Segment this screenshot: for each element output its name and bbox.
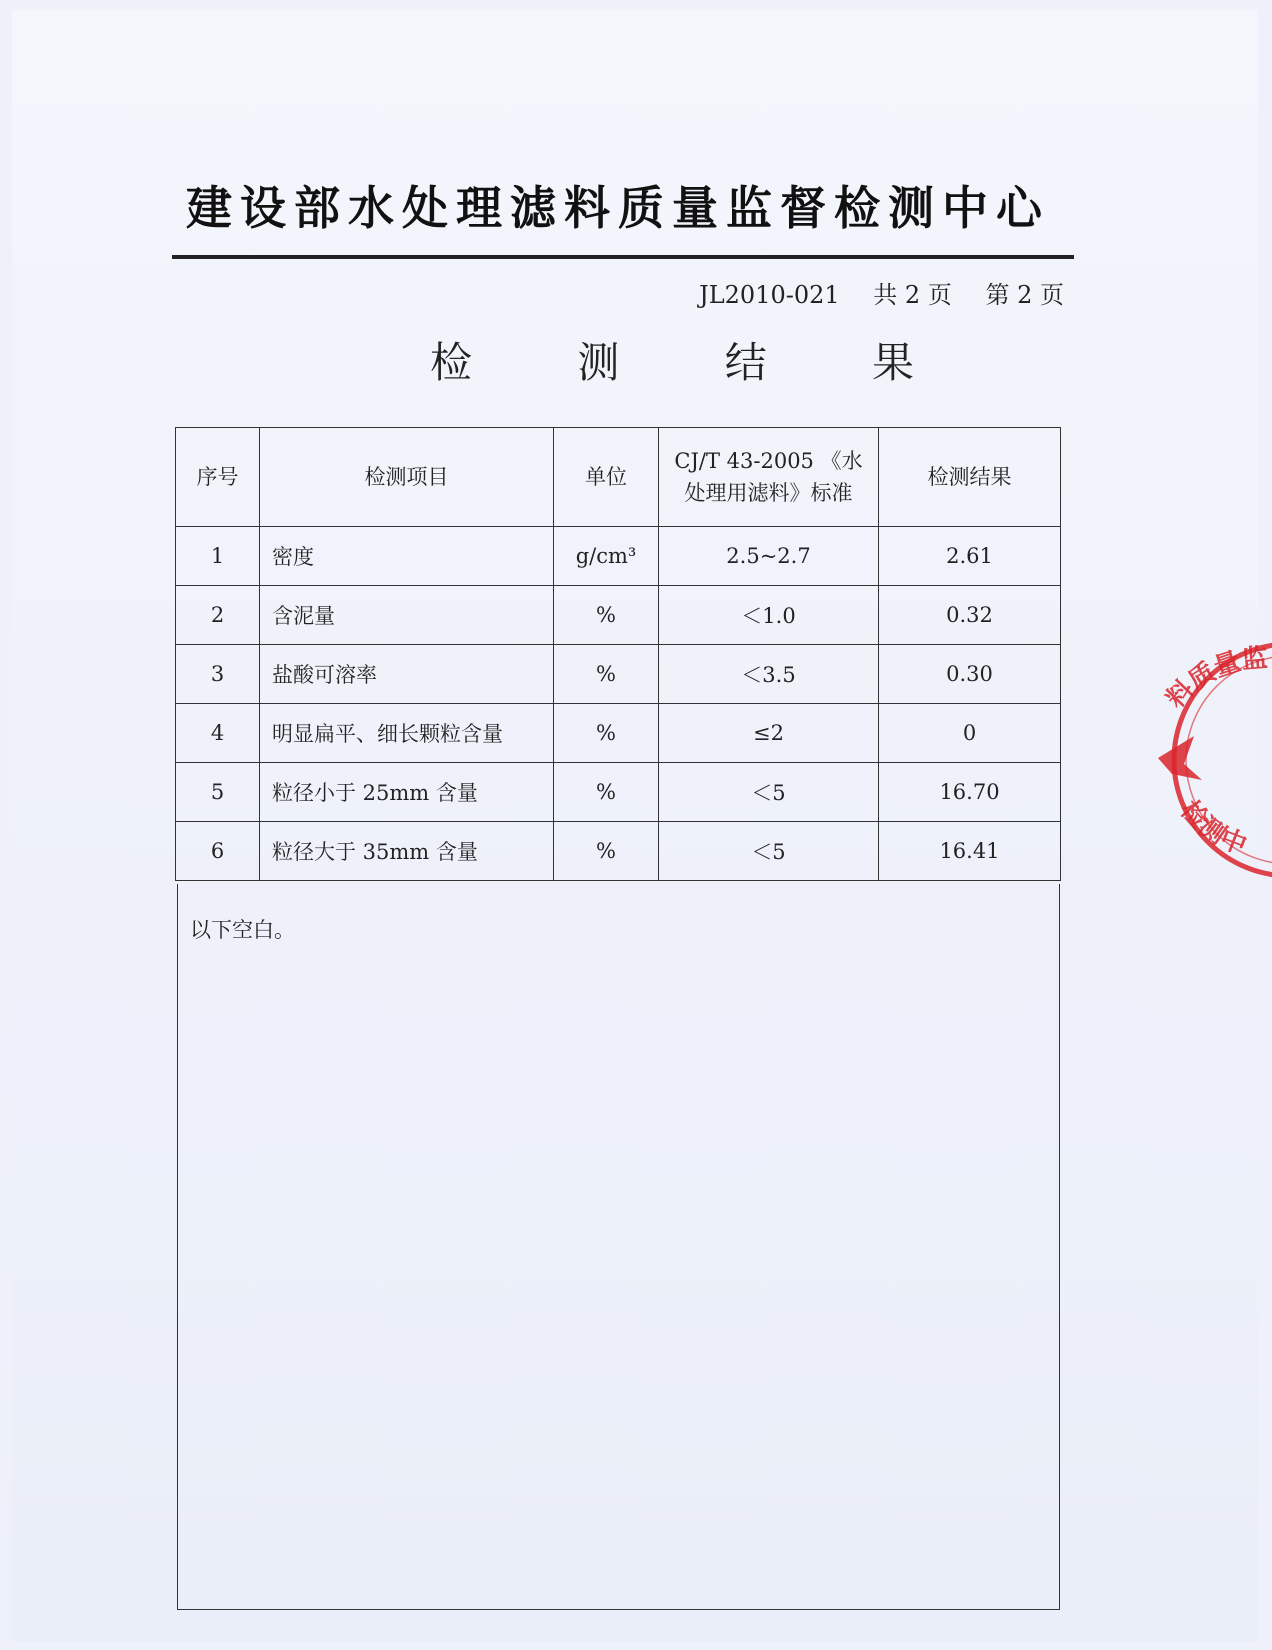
- header-unit: 单位: [554, 428, 659, 527]
- table-row: [176, 645, 1061, 704]
- cell-unit: %: [554, 586, 659, 645]
- header-result: 检测结果: [879, 428, 1061, 527]
- cell-item: 密度: [260, 527, 554, 586]
- cell-unit: %: [554, 822, 659, 881]
- seal-text-bottom: 检测中: [1174, 795, 1251, 862]
- current-page: 第 2 页: [985, 281, 1064, 309]
- seal-graphic: [1150, 640, 1272, 880]
- seal-star-icon: [1158, 736, 1202, 780]
- cell-item: 明显扁平、细长颗粒含量: [260, 704, 554, 763]
- table-row: [176, 763, 1061, 822]
- cell-result: 16.70: [879, 763, 1061, 822]
- cell-item: 含泥量: [260, 586, 554, 645]
- cell-result: 0: [879, 704, 1061, 763]
- blank-note: 以下空白。: [190, 918, 295, 942]
- cell-item: 粒径小于 25mm 含量: [260, 763, 554, 822]
- cell-unit: g/cm³: [554, 527, 659, 586]
- official-seal: [1150, 640, 1272, 880]
- cell-seq: 4: [176, 704, 260, 763]
- cell-seq: 6: [176, 822, 260, 881]
- cell-seq: 1: [176, 527, 260, 586]
- header-standard: CJ/T 43-2005 《水处理用滤料》标准: [659, 428, 879, 527]
- header-item: 检测项目: [260, 428, 554, 527]
- report-meta: [620, 275, 1064, 310]
- cell-standard: 2.5~2.7: [659, 527, 879, 586]
- table-header-row: [176, 428, 1061, 527]
- cell-result: 2.61: [879, 527, 1061, 586]
- cell-item: 粒径大于 35mm 含量: [260, 822, 554, 881]
- cell-result: 0.30: [879, 645, 1061, 704]
- cell-standard: ＜3.5: [659, 645, 879, 704]
- results-table: [175, 427, 1061, 881]
- table-row: [176, 822, 1061, 881]
- table-row: [176, 527, 1061, 586]
- report-number: JL2010-021: [699, 281, 840, 309]
- doc-title: 检 测 结 果: [430, 338, 961, 387]
- cell-item: 盐酸可溶率: [260, 645, 554, 704]
- seal-text-top: 料质量监: [1160, 643, 1270, 715]
- cell-unit: %: [554, 645, 659, 704]
- total-pages: 共 2 页: [873, 281, 952, 309]
- cell-result: 16.41: [879, 822, 1061, 881]
- svg-text:检测中: [1174, 795, 1251, 861]
- cell-result: 0.32: [879, 586, 1061, 645]
- table-row: [176, 586, 1061, 645]
- cell-seq: 5: [176, 763, 260, 822]
- cell-seq: 2: [176, 586, 260, 645]
- svg-text:料质量监: [1161, 643, 1269, 714]
- organization-title: 建设部水处理滤料质量监督检测中心: [186, 181, 1050, 235]
- remarks-box: [177, 884, 1060, 1610]
- cell-standard: ＜5: [659, 822, 879, 881]
- header-seq: 序号: [176, 428, 260, 527]
- cell-standard: ≤2: [659, 704, 879, 763]
- cell-seq: 3: [176, 645, 260, 704]
- cell-unit: %: [554, 704, 659, 763]
- title-rule: [172, 255, 1074, 259]
- table-row: [176, 704, 1061, 763]
- cell-standard: ＜5: [659, 763, 879, 822]
- cell-unit: %: [554, 763, 659, 822]
- cell-standard: ＜1.0: [659, 586, 879, 645]
